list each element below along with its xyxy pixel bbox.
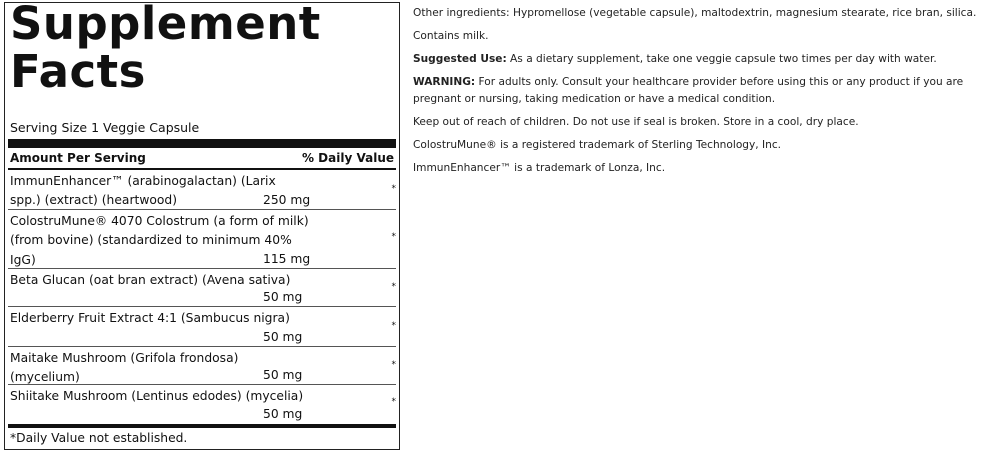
trademark-immunenhancer: ImmunEnhancer™ is a trademark of Lonza, Inc. — [413, 162, 666, 174]
ingredient-name: ImmunEnhancer™ (arabinogalactan) (Larix spp.) (extract) (heartwood) — [10, 174, 276, 208]
warning — [413, 74, 998, 108]
facts-title-line1: Supplement — [10, 0, 321, 50]
warning-text: For adults only. Consult your healthcare provider before using this or any product if you are pregnant or nursing, taking medication or have a medical condition. — [413, 76, 964, 105]
ingredient-amount: 50 mg — [263, 330, 303, 344]
ingredient-name: Maitake Mushroom (Grifola frondosa) (mycelium) — [10, 351, 239, 385]
footer-divider — [8, 424, 396, 428]
suggested-use — [413, 51, 998, 68]
thick-divider — [8, 139, 396, 148]
table-row — [8, 307, 396, 347]
ingredient-amount: 115 mg — [263, 252, 311, 266]
ingredient-dv: * — [391, 184, 396, 194]
ingredient-name: Elderberry Fruit Extract 4:1 (Sambucus nigra) — [10, 311, 290, 325]
ingredient-dv: * — [391, 360, 396, 370]
ingredient-dv: * — [391, 397, 396, 407]
ingredient-dv: * — [391, 282, 396, 292]
table-row — [8, 347, 396, 385]
ingredient-dv: * — [391, 232, 396, 242]
supplement-facts-panel — [4, 2, 400, 450]
facts-title — [10, 0, 321, 96]
product-info — [413, 5, 998, 183]
trademark-colostrumune: ColostruMune® is a registered trademark of Sterling Technology, Inc. — [413, 139, 782, 151]
warning-label: WARNING: — [413, 76, 476, 88]
suggested-use-text: As a dietary supplement, take one veggie capsule two times per day with water. — [506, 53, 937, 65]
ingredient-name: Shiitake Mushroom (Lentinus edodes) (mycelia) — [10, 389, 304, 403]
table-row — [8, 385, 396, 421]
serving-size: Serving Size 1 Veggie Capsule — [10, 120, 200, 135]
ingredient-amount: 50 mg — [263, 290, 303, 304]
footnote: *Daily Value not established. — [10, 431, 188, 445]
allergen-notice: Contains milk. — [413, 30, 489, 42]
facts-title-line2: Facts — [10, 45, 146, 98]
header-amount: Amount Per Serving — [10, 151, 146, 165]
header-daily-value: % Daily Value — [301, 151, 394, 165]
ingredient-amount: 250 mg — [263, 193, 311, 207]
ingredient-amount: 50 mg — [263, 368, 303, 382]
ingredient-dv: * — [391, 321, 396, 331]
ingredient-name: ColostruMune® 4070 Colostrum (a form of milk) (from bovine) (standardized to minimum 40% IgG) — [10, 214, 309, 267]
table-row — [8, 210, 396, 269]
table-row — [8, 269, 396, 307]
storage-notice: Keep out of reach of children. Do not use if seal is broken. Store in a cool, dry place. — [413, 116, 859, 128]
table-row — [8, 170, 396, 210]
ingredient-name: Beta Glucan (oat bran extract) (Avena sativa) — [10, 273, 291, 287]
ingredient-amount: 50 mg — [263, 407, 303, 421]
suggested-use-label: Suggested Use: — [413, 53, 507, 65]
other-ingredients: Other ingredients: Hypromellose (vegetable capsule), maltodextrin, magnesium stearate, rice bran, silica. — [413, 7, 977, 19]
